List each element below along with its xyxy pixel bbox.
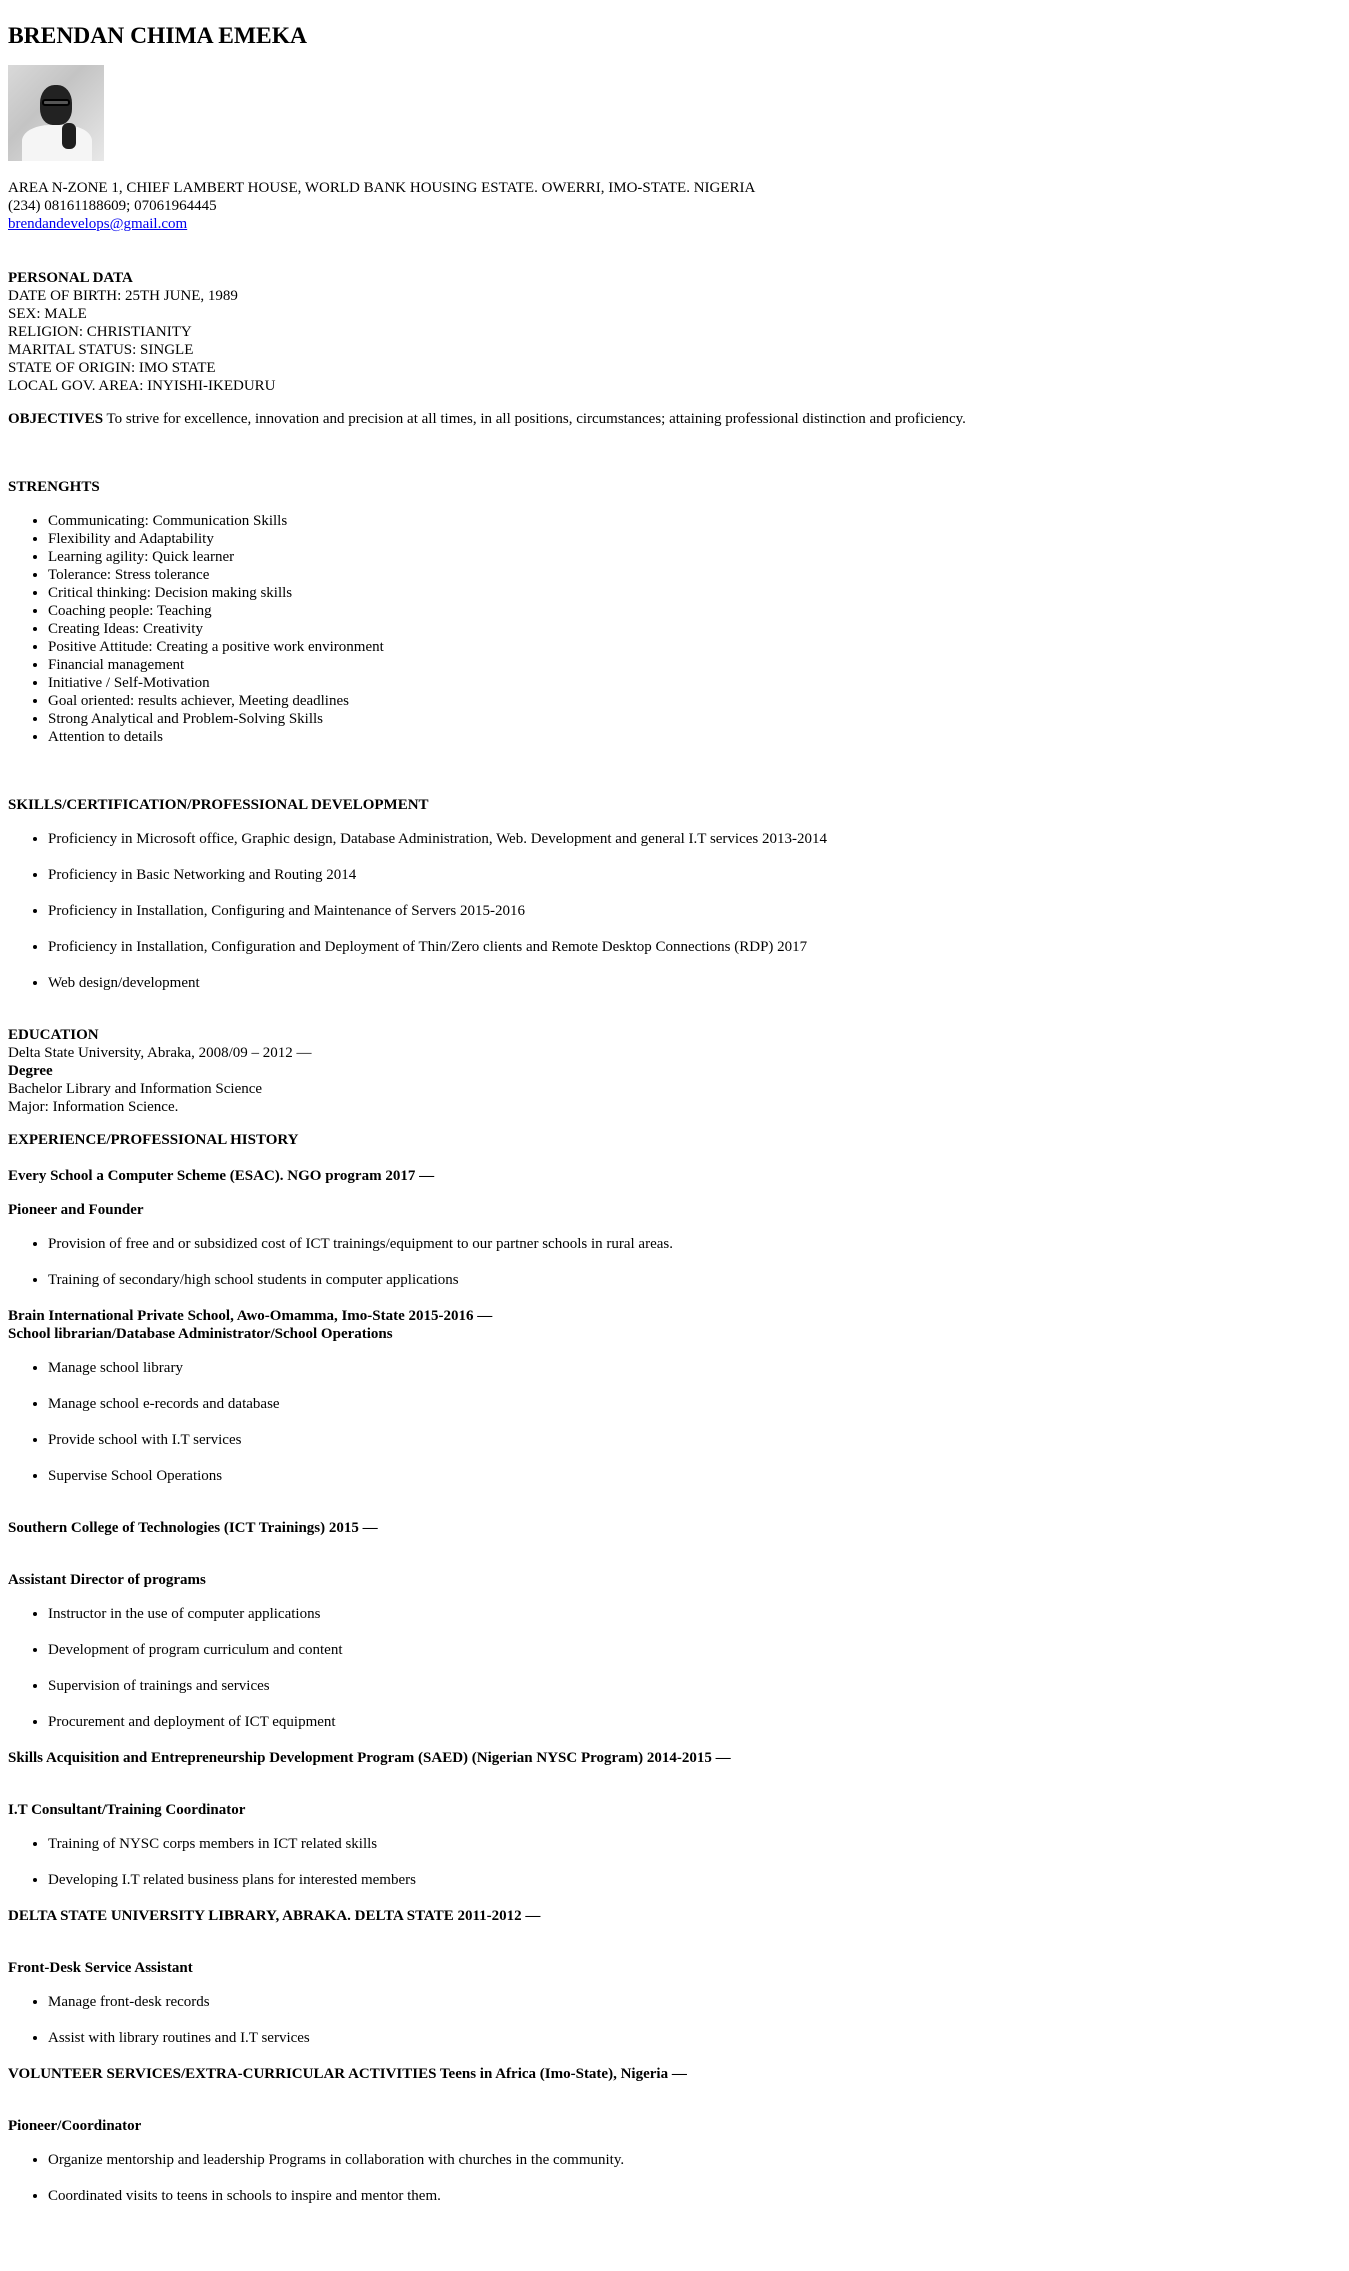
list-item: • Development of program curriculum and content [48,1641,1341,1659]
list-item: • Organize mentorship and leadership Programs in collaboration with churches in the community. [48,2151,1341,2169]
religion: RELIGION: CHRISTIANITY [8,324,192,340]
education-school: Delta State University, Abraka, 2008/09 – 2012 — [8,1045,312,1061]
objectives-heading: OBJECTIVES [8,411,104,427]
job-role: School librarian/Database Administrator/School Operations [8,1326,393,1342]
education [8,1026,1341,1116]
list-item: • Creating Ideas: Creativity [48,620,1341,638]
list-item: • Communicating: Communication Skills [48,512,1341,530]
list-item: • Training of NYSC corps members in ICT related skills [48,1835,1341,1853]
list-item: • Provide school with I.T services [48,1431,1341,1449]
list-item: • Financial management [48,656,1341,674]
skills-heading: SKILLS/CERTIFICATION/PROFESSIONAL DEVELOPMENT [8,797,429,813]
job-org: Southern College of Technologies (ICT Trainings) 2015 — [8,1520,378,1536]
list-item: • Developing I.T related business plans for interested members [48,1871,1341,1889]
personal-data-heading: PERSONAL DATA [8,270,133,286]
personal-data [8,269,1341,395]
list-item: • Strong Analytical and Problem-Solving Skills [48,710,1341,728]
state-of-origin: STATE OF ORIGIN: IMO STATE [8,360,216,376]
education-heading: EDUCATION [8,1027,99,1043]
list-item: • Provision of free and or subsidized cost of ICT trainings/equipment to our partner schools in rural areas. [48,1235,1341,1253]
contact-block [8,179,1341,233]
job-duties [8,1605,1341,1731]
list-item: • Manage front-desk records [48,1993,1341,2011]
degree-label: Degree [8,1063,53,1079]
list-item: • Coordinated visits to teens in schools to inspire and mentor them. [48,2187,1341,2205]
strengths-list [8,512,1341,746]
job-duties [8,1993,1341,2047]
job-org: DELTA STATE UNIVERSITY LIBRARY, ABRAKA. DELTA STATE 2011-2012 — [8,1908,541,1924]
email-link[interactable]: brendandevelops@gmail.com [8,216,188,232]
list-item: • Positive Attitude: Creating a positive work environment [48,638,1341,656]
job-org: Brain International Private School, Awo-Omamma, Imo-State 2015-2016 — [8,1308,493,1324]
date-of-birth: DATE OF BIRTH: 25TH JUNE, 1989 [8,288,238,304]
list-item: • Flexibility and Adaptability [48,530,1341,548]
address: AREA N-ZONE 1, CHIEF LAMBERT HOUSE, WORLD BANK HOUSING ESTATE. OWERRI, IMO-STATE. NIGERIA [8,180,756,196]
job-role: Pioneer/Coordinator [8,2118,142,2134]
list-item: • Learning agility: Quick learner [48,548,1341,566]
profile-photo [8,65,104,161]
job-org: Every School a Computer Scheme (ESAC). NGO program 2017 — [8,1168,435,1184]
list-item: • Tolerance: Stress tolerance [48,566,1341,584]
list-item: • Instructor in the use of computer applications [48,1605,1341,1623]
sex: SEX: MALE [8,306,87,322]
objectives [8,410,1341,428]
list-item: • Critical thinking: Decision making skills [48,584,1341,602]
page-title: BRENDAN CHIMA EMEKA [8,23,307,49]
experience-heading: EXPERIENCE/PROFESSIONAL HISTORY [8,1132,299,1148]
job-duties [8,2151,1341,2205]
job-role: Pioneer and Founder [8,1202,144,1218]
job-org: Skills Acquisition and Entrepreneurship Development Program (SAED) (Nigerian NYSC Program) 2014-2015 — [8,1750,731,1766]
list-item: • Proficiency in Installation, Configuration and Deployment of Thin/Zero clients and Remote Desktop Connections (RDP) 2017 [48,938,1341,956]
job-role: I.T Consultant/Training Coordinator [8,1802,246,1818]
list-item: • Initiative / Self-Motivation [48,674,1341,692]
objectives-text: To strive for excellence, innovation and precision at all times, in all positions, circumstances; attaining professional distinction and proficiency. [103,411,966,427]
local-gov-area: LOCAL GOV. AREA: INYISHI-IKEDURU [8,378,276,394]
skills-list [8,830,1341,992]
list-item: • Web design/development [48,974,1341,992]
job-duties [8,1835,1341,1889]
job-role: Front-Desk Service Assistant [8,1960,193,1976]
list-item: • Supervision of trainings and services [48,1677,1341,1695]
list-item: • Goal oriented: results achiever, Meeting deadlines [48,692,1341,710]
phone: (234) 08161188609; 07061964445 [8,198,217,214]
job-role: Assistant Director of programs [8,1572,206,1588]
list-item: • Proficiency in Basic Networking and Routing 2014 [48,866,1341,884]
job-duties [8,1359,1341,1485]
list-item: • Assist with library routines and I.T services [48,2029,1341,2047]
strengths-heading: STRENGHTS [8,479,100,495]
job-org: VOLUNTEER SERVICES/EXTRA-CURRICULAR ACTIVITIES Teens in Africa (Imo-State), Nigeria — [8,2066,687,2082]
list-item: • Proficiency in Installation, Configuring and Maintenance of Servers 2015-2016 [48,902,1341,920]
list-item: • Attention to details [48,728,1341,746]
job-duties [8,1235,1341,1289]
list-item: • Training of secondary/high school students in computer applications [48,1271,1341,1289]
degree: Bachelor Library and Information Science [8,1081,263,1097]
list-item: • Proficiency in Microsoft office, Graphic design, Database Administration, Web. Development and general I.T services 2013-2014 [48,830,1341,848]
list-item: • Procurement and deployment of ICT equipment [48,1713,1341,1731]
marital-status: MARITAL STATUS: SINGLE [8,342,194,358]
list-item: • Coaching people: Teaching [48,602,1341,620]
list-item: • Manage school e-records and database [48,1395,1341,1413]
major: Major: Information Science. [8,1099,179,1115]
list-item: • Supervise School Operations [48,1467,1341,1485]
list-item: • Manage school library [48,1359,1341,1377]
